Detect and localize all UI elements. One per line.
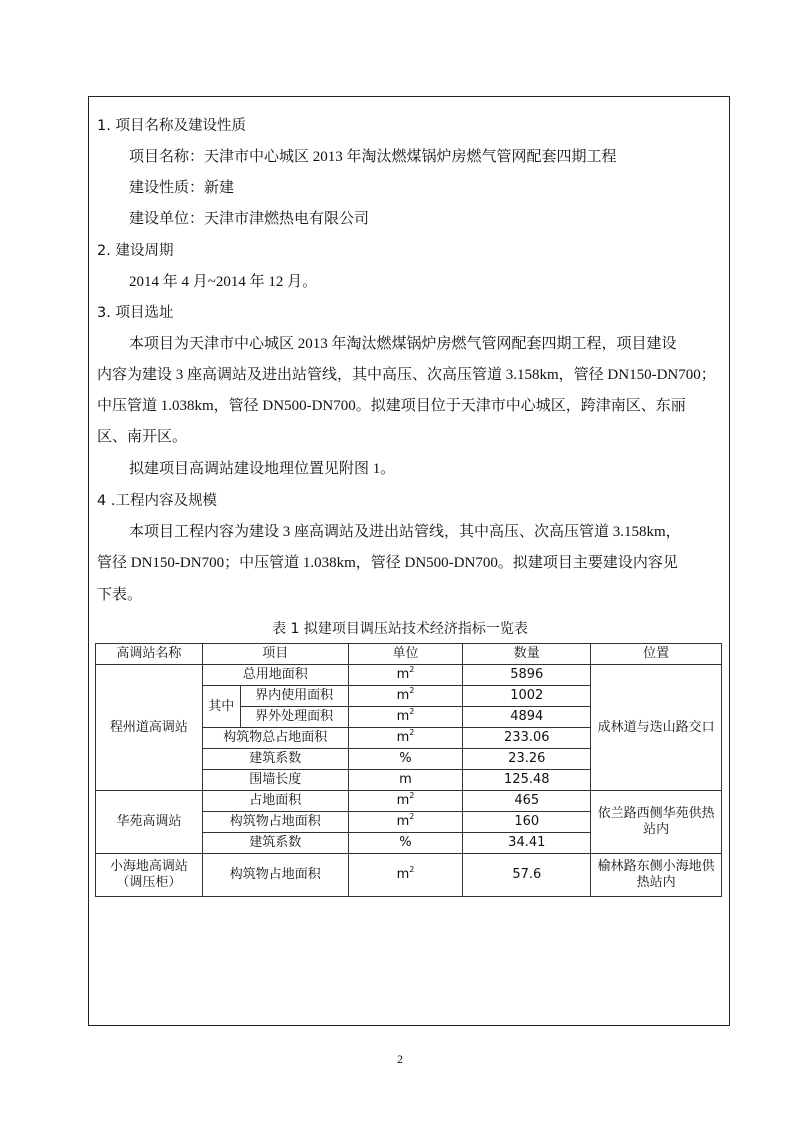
quantity-cell: 23.26 bbox=[463, 749, 591, 770]
construction-nature-line: 建设性质：新建 bbox=[129, 180, 235, 196]
station-location: 榆林路东侧小海地供热站内 bbox=[591, 854, 722, 897]
header-station: 高调站名称 bbox=[96, 644, 203, 665]
unit-cell: $m^2$ bbox=[348, 728, 463, 749]
item-cell: 建筑系数 bbox=[202, 749, 348, 770]
site-paragraph-line: 区、南开区。 bbox=[97, 429, 188, 445]
header-unit: 单位 bbox=[348, 644, 463, 665]
header-quantity: 数量 bbox=[463, 644, 591, 665]
item-cell: 总用地面积 bbox=[202, 665, 348, 686]
quantity-cell: 5896 bbox=[463, 665, 591, 686]
table-caption: 表 1 拟建项目调压站技术经济指标一览表 bbox=[272, 621, 528, 637]
section-4-heading: 4 .工程内容及规模 bbox=[97, 493, 217, 509]
item-cell: 界内使用面积 bbox=[240, 686, 348, 707]
section-1-heading: 1. 项目名称及建设性质 bbox=[97, 118, 246, 134]
station-name: 程州道高调站 bbox=[96, 665, 203, 791]
figure-note: 拟建项目高调站建设地理位置见附图 1。 bbox=[129, 461, 396, 477]
quantity-cell: 4894 bbox=[463, 707, 591, 728]
section-2-heading: 2. 建设周期 bbox=[97, 243, 174, 259]
table-header-row bbox=[96, 644, 722, 665]
unit-cell: $m^2$ bbox=[348, 665, 463, 686]
station-indicator-table bbox=[95, 643, 722, 897]
site-paragraph-line: 中压管道 1.038km，管径 DN500-DN700。拟建项目位于天津市中心城区，跨津南区、东丽 bbox=[97, 398, 686, 414]
station-name: 小海地高调站（调压柜） bbox=[96, 854, 203, 897]
table-row bbox=[96, 665, 722, 686]
item-cell: 界外处理面积 bbox=[240, 707, 348, 728]
quantity-cell: 465 bbox=[463, 791, 591, 812]
section-3-heading: 3. 项目选址 bbox=[97, 305, 174, 321]
scope-paragraph-line: 管径 DN150-DN700；中压管道 1.038km，管径 DN500-DN700。拟建项目主要建设内容见 bbox=[97, 555, 678, 571]
header-location: 位置 bbox=[591, 644, 722, 665]
item-cell: 构筑物占地面积 bbox=[202, 854, 348, 897]
unit-cell: % bbox=[348, 833, 463, 854]
table-row bbox=[96, 791, 722, 812]
site-paragraph-line: 本项目为天津市中心城区 2013 年淘汰燃煤锅炉房燃气管网配套四期工程，项目建设 bbox=[129, 336, 677, 352]
unit-cell: % bbox=[348, 749, 463, 770]
station-name: 华苑高调站 bbox=[96, 791, 203, 854]
unit-cell: $m^2$ bbox=[348, 686, 463, 707]
site-paragraph-line: 内容为建设 3 座高调站及进出站管线，其中高压、次高压管道 3.158km，管径 DN150-DN700； bbox=[97, 367, 716, 383]
scope-paragraph-line: 下表。 bbox=[97, 587, 143, 603]
item-cell: 构筑物总占地面积 bbox=[202, 728, 348, 749]
quantity-cell: 233.06 bbox=[463, 728, 591, 749]
quantity-cell: 125.48 bbox=[463, 770, 591, 791]
quantity-cell: 160 bbox=[463, 812, 591, 833]
project-name-line: 项目名称：天津市中心城区 2013 年淘汰燃煤锅炉房燃气管网配套四期工程 bbox=[129, 149, 617, 165]
station-location: 成林道与迭山路交口 bbox=[591, 665, 722, 791]
unit-cell: $m^2$ bbox=[348, 854, 463, 897]
quantity-cell: 34.41 bbox=[463, 833, 591, 854]
unit-cell: $m^2$ bbox=[348, 791, 463, 812]
unit-cell: m bbox=[348, 770, 463, 791]
quantity-cell: 1002 bbox=[463, 686, 591, 707]
page-number: 2 bbox=[397, 1052, 403, 1066]
header-item: 项目 bbox=[202, 644, 348, 665]
construction-unit-line: 建设单位：天津市津燃热电有限公司 bbox=[129, 211, 370, 227]
item-cell: 建筑系数 bbox=[202, 833, 348, 854]
item-cell: 构筑物占地面积 bbox=[202, 812, 348, 833]
unit-cell: $m^2$ bbox=[348, 707, 463, 728]
item-cell: 围墙长度 bbox=[202, 770, 348, 791]
unit-cell: $m^2$ bbox=[348, 812, 463, 833]
construction-period: 2014 年 4 月~2014 年 12 月。 bbox=[129, 274, 318, 290]
table-row bbox=[96, 854, 722, 897]
scope-paragraph-line: 本项目工程内容为建设 3 座高调站及进出站管线，其中高压、次高压管道 3.158km， bbox=[129, 524, 681, 540]
item-cell: 占地面积 bbox=[202, 791, 348, 812]
sub-label: 其中 bbox=[202, 686, 240, 728]
quantity-cell: 57.6 bbox=[463, 854, 591, 897]
station-location: 依兰路西侧华苑供热站内 bbox=[591, 791, 722, 854]
